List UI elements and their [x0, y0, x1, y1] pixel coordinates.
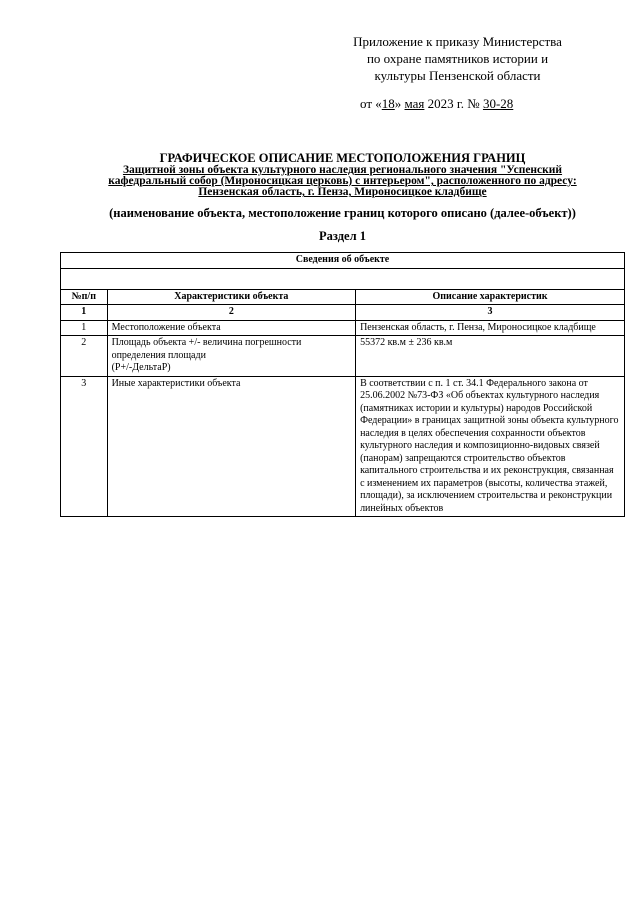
row-number: 1 — [61, 320, 108, 336]
header-description: Описание характеристик — [356, 289, 625, 305]
object-caption: (наименование объекта, местоположение границ которого описано (далее-объект)) — [109, 206, 576, 220]
table-row — [61, 336, 625, 377]
document-title — [85, 152, 600, 198]
title-subtitle: Защитной зоны объекта культурного наследия регионального значения "Успенский кафедральный собор (Мироносицкая церковь) с интерьером", расположенного по адресу: Пензенская область, г. Пенза, Мироносицкое кладбище — [108, 164, 577, 198]
header-number: №п/п — [61, 289, 108, 305]
appendix-line: по охране памятников истории и — [366, 51, 549, 66]
row-description: 55372 кв.м ± 236 кв.м — [356, 336, 625, 377]
section-heading: Раздел 1 — [319, 229, 366, 243]
header-characteristics: Характеристики объекта — [107, 289, 355, 305]
order-day: 18 — [381, 96, 395, 111]
order-month: мая — [404, 96, 425, 111]
column-number-2: 2 — [107, 305, 355, 321]
order-mid: » — [394, 96, 405, 111]
row-description: В соответствии с п. 1 ст. 34.1 Федерального закона от 25.06.2002 №73-ФЗ «Об объектах культурного наследия (памятниках истории и культуры) народов Российской Федерации» в границах защитной зоны объекта культурного наследия в целях обеспечения сохранности объектов культурного наследия и композиционно-видовых связей (панорам) запрещаются строительство объектов капитального строительства и их реконструкция, связанная с изменением их параметров (высоты, количества этажей, площади), за исключением строительства и реконструкции линейных объектов — [356, 376, 625, 517]
row-number: 2 — [61, 336, 108, 377]
row-number: 3 — [61, 376, 108, 517]
row-characteristic: Площадь объекта +/- величина погрешности определения площади (Р+/-ДельтаР) — [107, 336, 355, 377]
column-number-3: 3 — [356, 305, 625, 321]
row-characteristic: Местоположение объекта — [107, 320, 355, 336]
appendix-line: Приложение к приказу Министерства — [353, 34, 562, 49]
order-number: 30-28 — [482, 96, 514, 111]
table-empty-row — [61, 268, 625, 289]
order-year: 2023 г. № — [424, 96, 483, 111]
table-title: Сведения об объекте — [61, 253, 625, 269]
order-prefix: от « — [360, 96, 382, 111]
object-info-table — [60, 252, 625, 517]
appendix-note — [330, 33, 585, 84]
appendix-line: культуры Пензенской области — [374, 68, 541, 83]
row-description: Пензенская область, г. Пенза, Мироносицкое кладбище — [356, 320, 625, 336]
table-row — [61, 376, 625, 517]
title-main: ГРАФИЧЕСКОЕ ОПИСАНИЕ МЕСТОПОЛОЖЕНИЯ ГРАНИЦ — [159, 151, 526, 165]
table-row — [61, 320, 625, 336]
row-characteristic: Иные характеристики объекта — [107, 376, 355, 517]
order-reference — [360, 96, 560, 112]
column-number-1: 1 — [61, 305, 108, 321]
